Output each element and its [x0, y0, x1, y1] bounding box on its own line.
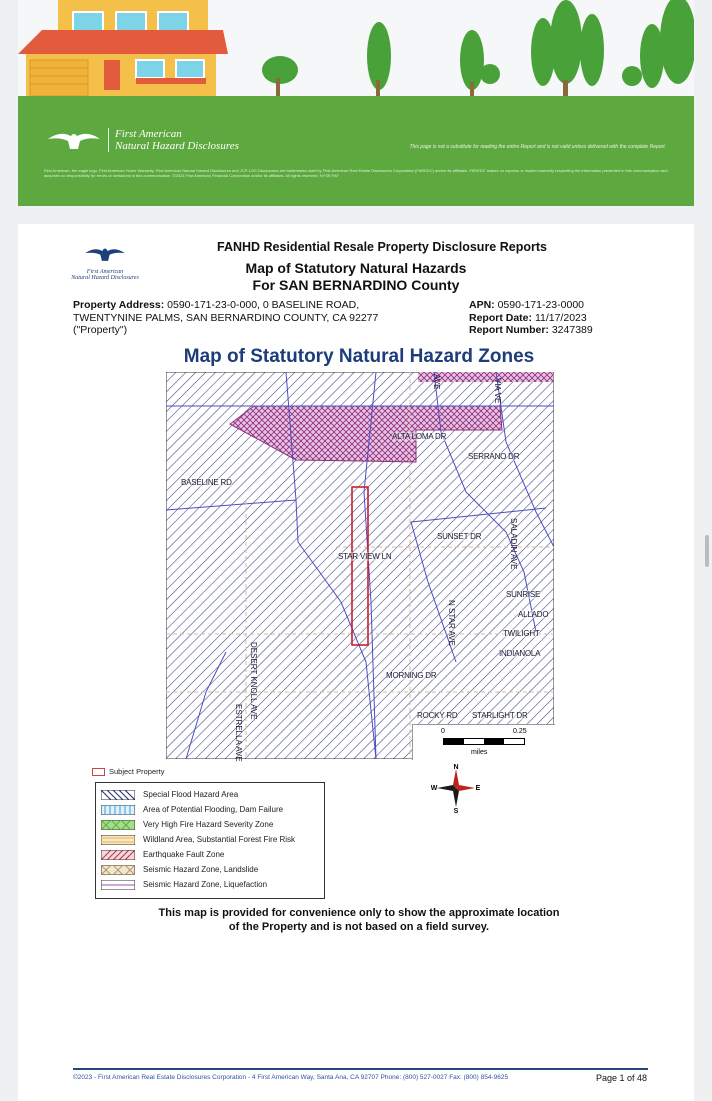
- street-morning: MORNING DR: [386, 671, 437, 680]
- compass-s: S: [453, 808, 459, 813]
- fire-swatch-icon: [101, 820, 135, 830]
- street-serrano: SERRANO DR: [468, 452, 520, 461]
- map-scale: [412, 724, 555, 760]
- street-baseline: BASELINE RD: [181, 478, 232, 487]
- scale-zero: 0: [441, 728, 445, 735]
- address-line3: ("Property"): [73, 324, 128, 336]
- address-line1: 0590-171-23-0-000, 0 BASELINE ROAD,: [167, 299, 360, 311]
- hazard-legend: [95, 782, 325, 899]
- legend-item: [96, 862, 324, 877]
- street-indianola: INDIANOLA: [499, 649, 541, 658]
- map-disclaimer: [0, 906, 712, 934]
- street-starlight: STARLIGHT DR: [472, 711, 528, 720]
- legend-item: [96, 802, 324, 817]
- street-allado: ALLADO: [518, 610, 549, 619]
- legend-label: Wildland Area, Substantial Forest Fire Risk: [143, 835, 296, 844]
- legend-item: [96, 787, 324, 802]
- legend-item: [96, 877, 324, 892]
- date-value: 11/17/2023: [534, 311, 587, 324]
- scale-unit: miles: [471, 749, 488, 756]
- banner-fine-print: First American, the eagle logo, First American Home Warranty, First American Natural Hazard Disclosures and JCP-LGS Disclosures are trademarks used by First American Real Estate Disclosures Corporation (FAREDC) and/or its affiliates. FAREDC makes no express or implied warranty respecting the information presented in this communication and assumes no responsibility for errors or omissions in this communication. ©2023 First American Financial Corporation and/or its affiliates. All rights reserved. NYSE:FAF: [44, 168, 668, 178]
- street-estrella: ESTRELLA AVE: [234, 704, 243, 762]
- report-county: For SAN BERNARDINO County: [252, 277, 460, 293]
- street-alta-loma: ALTA LOMA DR: [392, 432, 447, 441]
- fault-swatch-icon: [101, 850, 135, 860]
- banner-brand-line2: Natural Hazard Disclosures: [115, 140, 239, 152]
- street-ave-top: AVE: [432, 374, 441, 390]
- subject-property-swatch: [92, 768, 105, 776]
- street-desert-knoll: DESERT KNOLL AVE: [249, 642, 258, 720]
- legend-label: Seismic Hazard Zone, Liquefaction: [143, 880, 268, 889]
- street-sunset: SUNSET DR: [437, 532, 482, 541]
- compass-e: E: [475, 785, 481, 792]
- hazard-map: [166, 372, 554, 762]
- compass-rose-icon: [431, 763, 481, 813]
- banner-note: This page is not a substitute for reading the entire Report and is not valid unless delivered with the complete Report.: [409, 144, 666, 150]
- street-n-star: N STAR AVE: [447, 600, 456, 646]
- legend-item: [96, 832, 324, 847]
- address-line2: TWENTYNINE PALMS, SAN BERNARDINO COUNTY, CA 92277: [73, 311, 379, 324]
- scale-bar: [443, 738, 525, 745]
- wildland-swatch-icon: [101, 835, 135, 845]
- scrollbar-thumb[interactable]: [705, 535, 709, 567]
- dam-flood-swatch-icon: [101, 805, 135, 815]
- banner-brand-line1: First American: [115, 128, 182, 140]
- legend-label: Seismic Hazard Zone, Landslide: [143, 865, 259, 874]
- street-rocky: ROCKY RD: [417, 711, 458, 720]
- eagle-logo-icon: [44, 127, 104, 153]
- street-saladin: SALADIN AVE: [509, 518, 518, 570]
- street-via-ve: VIA VE: [493, 378, 502, 404]
- scale-max: 0.25: [513, 728, 527, 735]
- legend-label: Earthquake Fault Zone: [143, 850, 225, 859]
- footer-text: ©2023 - First American Real Estate Disclosures Corporation - 4 First American Way, Santa Ana, CA 92707 Phone: (800) 527-0027 Fax: (800) 854-9625: [73, 1074, 509, 1081]
- doc-logo-line1: First American: [86, 269, 124, 275]
- property-address: [73, 299, 378, 337]
- report-series-title: FANHD Residential Resale Property Disclosure Reports: [217, 240, 547, 254]
- compass-w: W: [431, 785, 438, 792]
- page-number: Page 1 of 48: [596, 1073, 648, 1083]
- date-label: Report Date:: [469, 311, 533, 324]
- subject-property-key: [92, 767, 164, 776]
- footer-rule: [73, 1068, 648, 1070]
- flood-swatch-icon: [101, 790, 135, 800]
- promo-banner: [18, 0, 694, 206]
- liquefaction-swatch-icon: [101, 880, 135, 890]
- street-twilight: TWILIGHT: [503, 629, 540, 638]
- subject-property-label: Subject Property: [109, 767, 165, 776]
- legend-item: [96, 817, 324, 832]
- street-sunrise: SUNRISE: [506, 590, 541, 599]
- address-label: Property Address:: [73, 299, 165, 311]
- legend-label: Very High Fire Hazard Severity Zone: [143, 820, 274, 829]
- report-title: Map of Statutory Natural Hazards: [245, 260, 467, 276]
- compass-n: N: [453, 764, 459, 771]
- disclaimer-line1: This map is provided for convenience only to show the approximate location: [158, 907, 560, 919]
- doc-logo-line2: Natural Hazard Disclosures: [71, 275, 139, 281]
- disclaimer-line2: of the Property and is not based on a field survey.: [228, 921, 490, 933]
- apn-value: 0590-171-23-0000: [497, 299, 584, 311]
- legend-label: Special Flood Hazard Area: [143, 790, 239, 799]
- legend-item: [96, 847, 324, 862]
- hazard-map-graphic: [166, 372, 554, 759]
- landslide-swatch-icon: [101, 865, 135, 875]
- report-meta: [469, 299, 593, 337]
- number-label: Report Number:: [469, 324, 549, 336]
- banner-logo: [44, 127, 239, 153]
- apn-label: APN:: [469, 299, 495, 311]
- number-value: 3247389: [551, 324, 593, 336]
- street-star-view: STAR VIEW LN: [338, 552, 392, 561]
- legend-label: Area of Potential Flooding, Dam Failure: [143, 805, 284, 814]
- map-title: Map of Statutory Natural Hazard Zones: [183, 346, 535, 367]
- trees-illustration: [18, 0, 694, 100]
